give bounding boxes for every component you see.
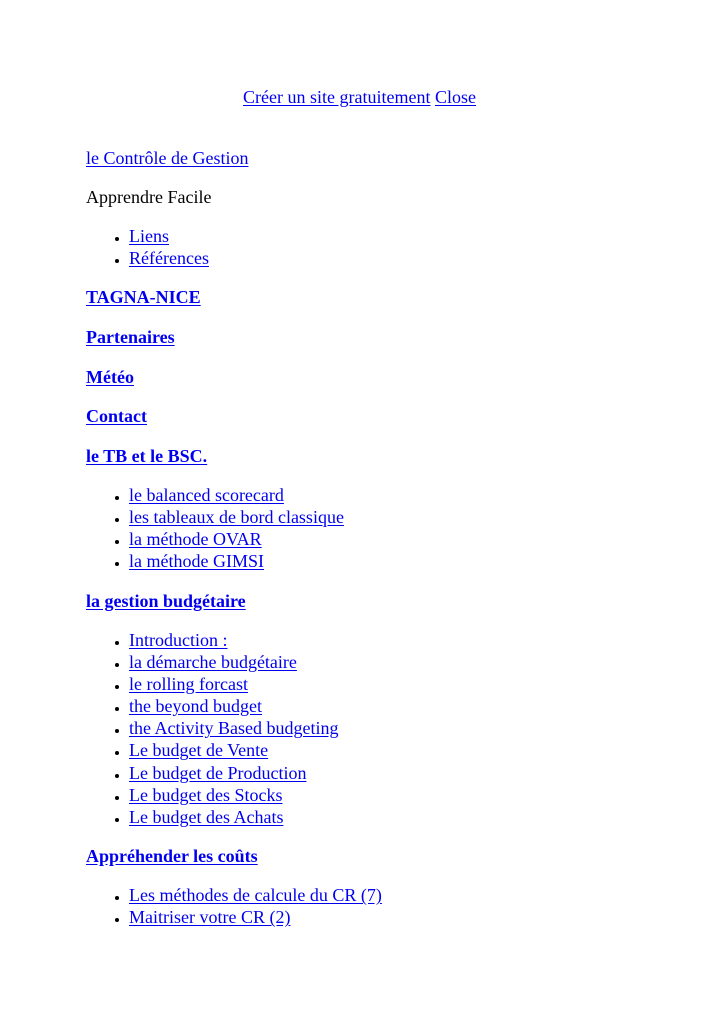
- list-item: [129, 884, 686, 906]
- link-budget-stocks[interactable]: Le budget des Stocks: [129, 784, 283, 805]
- site-slogan: Apprendre Facile: [86, 187, 212, 207]
- heading-tagna-link[interactable]: TAGNA-NICE: [86, 287, 201, 308]
- link-budget-achats[interactable]: Le budget des Achats: [129, 807, 284, 827]
- heading-tb-bsc: [86, 445, 686, 467]
- couts-list: [86, 884, 686, 928]
- link-methode-gimsi[interactable]: la méthode GIMSI: [129, 551, 264, 572]
- list-item: [129, 225, 686, 247]
- heading-tagna: [86, 286, 686, 308]
- top-bar: [0, 86, 719, 108]
- link-rolling-forcast[interactable]: le rolling forcast: [129, 673, 248, 694]
- heading-meteo-link[interactable]: Météo: [86, 366, 134, 387]
- create-site-link[interactable]: Créer un site gratuitement: [243, 87, 431, 107]
- site-title-line: [86, 147, 686, 169]
- link-budget-production[interactable]: Le budget de Production: [129, 762, 307, 783]
- heading-contact-link[interactable]: Contact: [86, 406, 147, 427]
- list-item: [129, 651, 686, 673]
- heading-meteo: [86, 366, 686, 388]
- link-references[interactable]: Références: [129, 248, 209, 269]
- heading-couts-link[interactable]: Appréhender les coûts: [86, 846, 258, 867]
- link-tableaux-de-bord[interactable]: les tableaux de bord classique: [129, 506, 344, 527]
- heading-tb-bsc-link[interactable]: le TB et le BSC.: [86, 445, 208, 466]
- link-liens[interactable]: Liens: [129, 226, 169, 246]
- list-item: [129, 762, 686, 784]
- list-item: [129, 247, 686, 269]
- link-beyond-budget[interactable]: the beyond budget: [129, 696, 262, 717]
- list-item: [129, 806, 686, 828]
- link-maitriser-cr[interactable]: Maitriser votre CR (2): [129, 907, 291, 928]
- page-content: [86, 147, 686, 929]
- link-methodes-calcule-cr[interactable]: Les méthodes de calcule du CR (7): [129, 885, 382, 906]
- list-item: [129, 739, 686, 761]
- list-item: [129, 484, 686, 506]
- list-item: [129, 629, 686, 651]
- top-links-list: [86, 225, 686, 269]
- link-methode-ovar[interactable]: la méthode OVAR: [129, 529, 262, 550]
- list-item: [129, 506, 686, 528]
- list-item: [129, 550, 686, 572]
- link-demarche-budgetaire[interactable]: la démarche budgétaire: [129, 651, 297, 672]
- site-title-link[interactable]: le Contrôle de Gestion: [86, 148, 249, 168]
- list-item: [129, 717, 686, 739]
- tb-bsc-list: [86, 484, 686, 573]
- list-item: [129, 906, 686, 928]
- link-activity-based-budgeting[interactable]: the Activity Based budgeting: [129, 718, 339, 739]
- link-balanced-scorecard[interactable]: le balanced scorecard: [129, 484, 284, 505]
- link-budget-vente[interactable]: Le budget de Vente: [129, 740, 269, 761]
- heading-gestion-budgetaire-link[interactable]: la gestion budgétaire: [86, 590, 246, 611]
- list-item: [129, 673, 686, 695]
- list-item: [129, 528, 686, 550]
- heading-gestion-budgetaire: [86, 590, 686, 612]
- list-item: [129, 695, 686, 717]
- heading-partenaires: [86, 326, 686, 348]
- link-introduction[interactable]: Introduction :: [129, 629, 228, 650]
- heading-partenaires-link[interactable]: Partenaires: [86, 326, 175, 347]
- heading-couts: [86, 845, 686, 867]
- close-link[interactable]: Close: [434, 87, 476, 107]
- budget-list: [86, 629, 686, 829]
- heading-contact: [86, 405, 686, 427]
- list-item: [129, 784, 686, 806]
